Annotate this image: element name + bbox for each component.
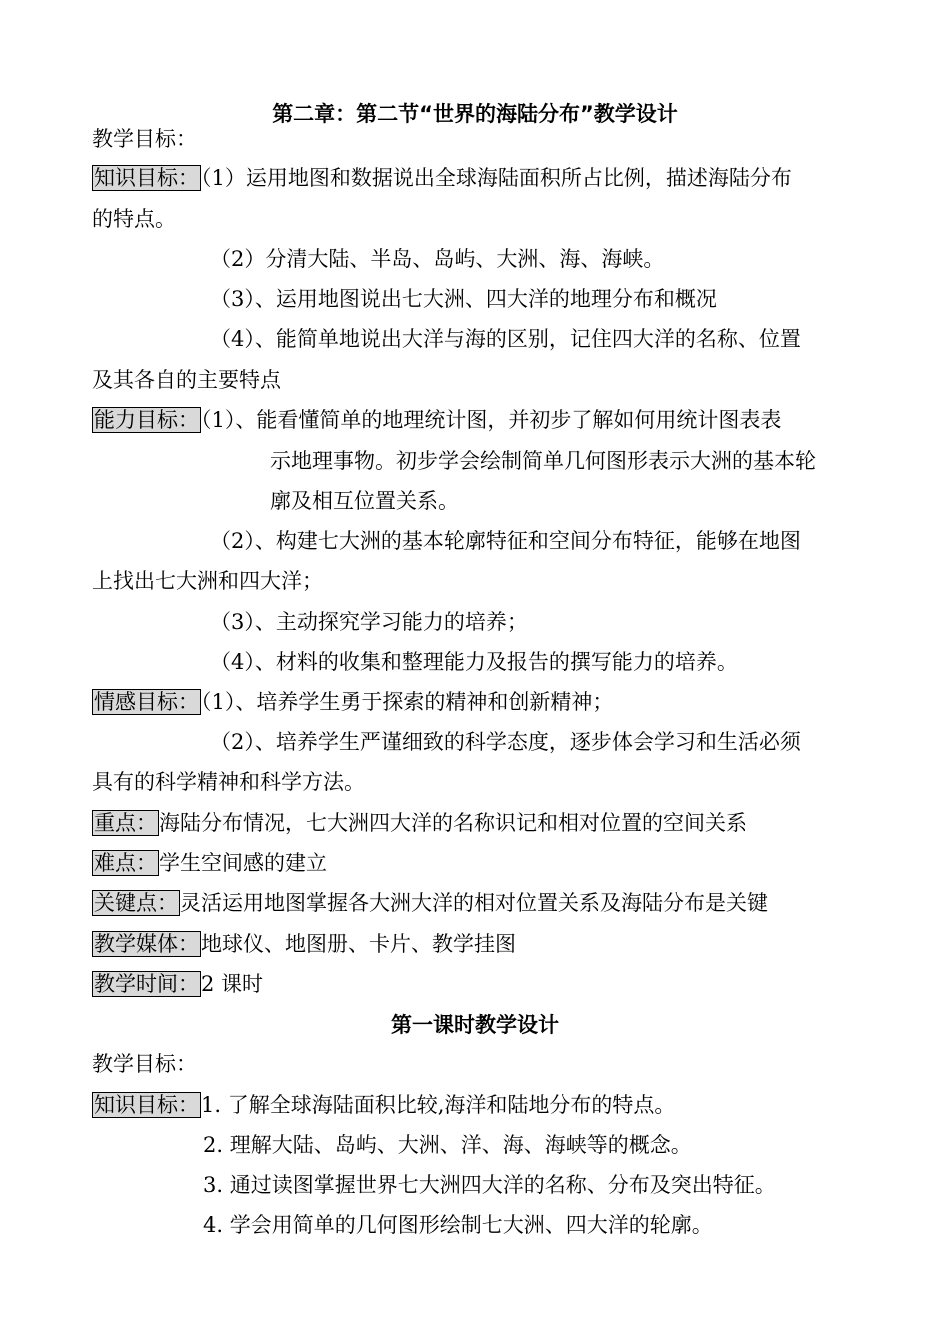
knowledge-item-1: （1）运用地图和数据说出全球海陆面积所占比例，描述海陆分布 [201, 166, 792, 190]
lesson1-objectives-heading: 教学目标： [92, 1052, 197, 1076]
media-line [92, 930, 516, 958]
crux-text: 灵活运用地图掌握各大洲大洋的相对位置关系及海陆分布是关键 [180, 891, 768, 915]
crux-line [92, 889, 768, 917]
objectives-heading: 教学目标： [92, 127, 197, 151]
knowledge-item-3: （3）、运用地图说出七大洲、四大洋的地理分布和概况 [210, 287, 717, 311]
emotion-item-2-cont: 具有的科学精神和科学方法。 [92, 770, 365, 794]
lesson1-title: 第一课时教学设计 [391, 1013, 559, 1037]
difficulty-label: 难点： [94, 851, 157, 875]
time-text: 2 课时 [201, 972, 264, 996]
ability-item-3: （3）、主动探究学习能力的培养； [210, 610, 528, 634]
crux-label: 关键点： [94, 891, 178, 915]
time-label: 教学时间： [94, 972, 199, 996]
time-line [92, 970, 263, 998]
ability-item-1: （1）、能看懂简单的地理统计图，并初步了解如何用统计图表表 [201, 408, 782, 432]
difficulty-text: 学生空间感的建立 [159, 851, 327, 875]
ability-item-1-cont-2: 廓及相互位置关系。 [270, 489, 459, 513]
lesson1-knowledge-label: 知识目标： [94, 1093, 199, 1117]
lesson1-knowledge-line [92, 1091, 675, 1119]
key-point-label: 重点： [94, 811, 157, 835]
difficulty-line [92, 849, 327, 877]
key-point-line [92, 809, 747, 837]
lesson1-item-2: 2. 理解大陆、岛屿、大洲、洋、海、海峡等的概念。 [203, 1133, 692, 1157]
key-point-text: 海陆分布情况，七大洲四大洋的名称识记和相对位置的空间关系 [159, 811, 747, 835]
knowledge-item-4: （4）、能简单地说出大洋与海的区别，记住四大洋的名称、位置 [210, 327, 801, 351]
ability-objective-line [92, 406, 781, 434]
knowledge-item-4-cont: 及其各自的主要特点 [92, 368, 281, 392]
emotion-item-1: （1）、培养学生勇于探索的精神和创新精神； [201, 690, 614, 714]
lesson1-item-1: 1. 了解全球海陆面积比较,海洋和陆地分布的特点。 [201, 1093, 676, 1117]
knowledge-item-1-cont: 的特点。 [92, 207, 176, 231]
emotion-objective-label: 情感目标： [94, 690, 199, 714]
knowledge-item-2: （2）分清大陆、半岛、岛屿、大洲、海、海峡。 [210, 247, 665, 271]
lesson1-item-4: 4. 学会用简单的几何图形绘制七大洲、四大洋的轮廓。 [203, 1213, 713, 1237]
media-label: 教学媒体： [94, 932, 199, 956]
knowledge-objective-line [92, 164, 792, 192]
emotion-objective-line [92, 688, 613, 716]
emotion-item-2: （2）、培养学生严谨细致的科学态度，逐步体会学习和生活必须 [210, 730, 801, 754]
knowledge-objective-label: 知识目标： [94, 166, 199, 190]
ability-item-2-cont: 上找出七大洲和四大洋； [92, 569, 323, 593]
ability-item-2: （2）、构建七大洲的基本轮廓特征和空间分布特征，能够在地图 [210, 529, 801, 553]
lesson1-item-3: 3. 通过读图掌握世界七大洲四大洋的名称、分布及突出特征。 [203, 1173, 776, 1197]
ability-objective-label: 能力目标： [94, 408, 199, 432]
media-text: 地球仪、地图册、卡片、教学挂图 [201, 932, 516, 956]
ability-item-1-cont-1: 示地理事物。初步学会绘制简单几何图形表示大洲的基本轮 [270, 449, 816, 473]
ability-item-4: （4）、材料的收集和整理能力及报告的撰写能力的培养。 [210, 650, 738, 674]
document-title: 第二章：第二节“世界的海陆分布”教学设计 [272, 102, 678, 126]
